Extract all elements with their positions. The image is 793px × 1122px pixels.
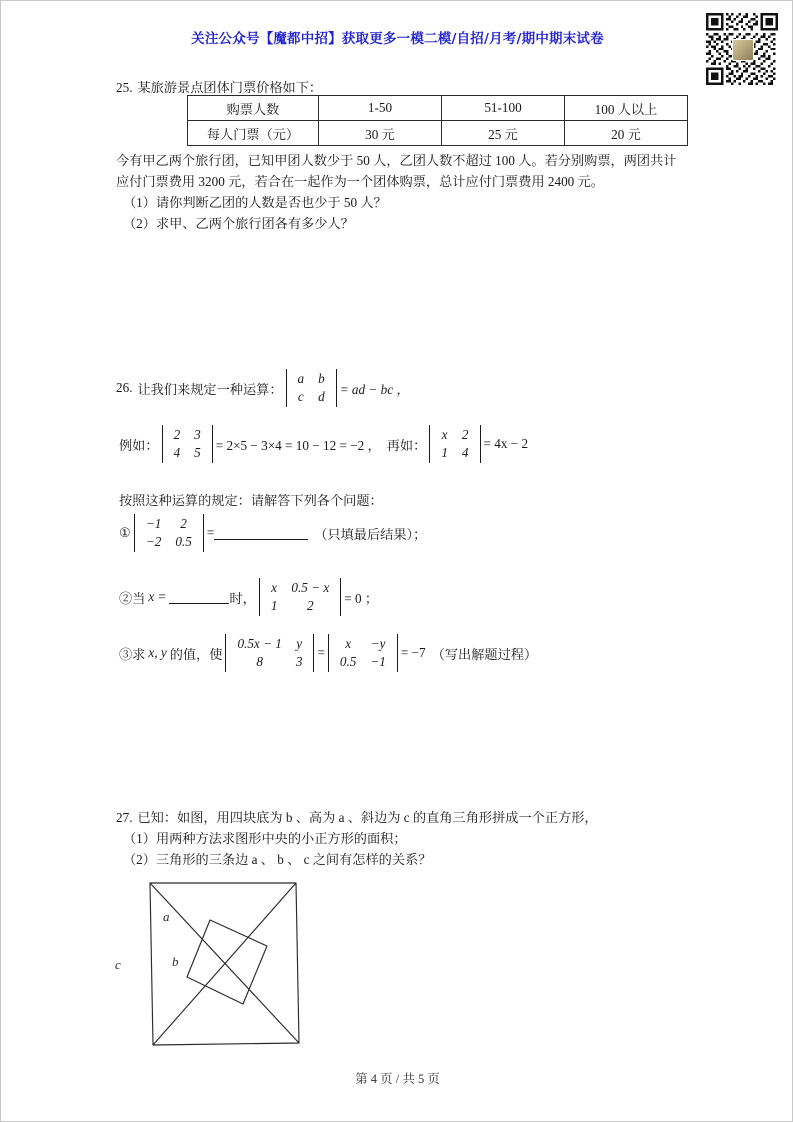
matrix-cell: 3 xyxy=(295,654,303,669)
table-cell: 30 元 xyxy=(319,121,442,146)
q25-body-line2: 应付门票费用 3200 元，若合在一起作为一个团体购票，总计应付门票费用 2400 元。 xyxy=(116,174,604,189)
q25-number: 25. xyxy=(116,80,133,95)
q25-body-line1: 今有甲乙两个旅行团，已知甲团人数少于 50 人，乙团人数不超过 100 人。若分别购票，两团共计 xyxy=(116,153,677,168)
table-row xyxy=(188,96,688,121)
q27-number: 27. xyxy=(116,810,133,825)
figure-label-c: c xyxy=(115,957,121,972)
qr-code-icon xyxy=(706,13,778,85)
table-row xyxy=(188,121,688,146)
promo-banner xyxy=(1,27,793,48)
q26-example-label: 例如： xyxy=(119,437,159,453)
table-cell: 100 人以上 xyxy=(565,96,688,121)
table-cell: 25 元 xyxy=(442,121,565,146)
q26-item3-determinant-right xyxy=(328,634,398,672)
matrix-cell: −1 xyxy=(370,654,386,669)
q26-example2-determinant xyxy=(429,425,480,463)
q26-item2-tail: = 0 ； xyxy=(344,590,379,606)
matrix-cell: 0.5 − x xyxy=(291,580,330,595)
q26-example-line xyxy=(119,425,528,463)
q27-stem xyxy=(116,807,716,828)
figure-label-a: a xyxy=(163,909,170,924)
q26-item3-equals: = xyxy=(317,645,325,660)
matrix-cell: −y xyxy=(370,636,386,651)
table-cell: 20 元 xyxy=(565,121,688,146)
q26-item1-determinant xyxy=(134,514,204,552)
matrix-cell: 4 xyxy=(461,445,469,460)
matrix-cell: 2 xyxy=(180,516,187,531)
matrix-cell: 8 xyxy=(256,654,263,669)
q26-item1 xyxy=(119,514,426,552)
q26-instruction: 按照这种运算的规定：请解答下列各个问题： xyxy=(119,493,383,508)
matrix-cell: 3 xyxy=(194,427,201,442)
q26-item3 xyxy=(119,634,537,672)
q27-stem-text: 已知：如图，用四块底为 b 、高为 a 、斜边为 c 的直角三角形拼成一个正方形， xyxy=(137,810,598,825)
q26-item3-note: （写出解题过程） xyxy=(431,646,538,662)
q26-item2 xyxy=(119,578,378,616)
q26-example-determinant xyxy=(162,425,213,463)
q26-item1-answer-blank[interactable] xyxy=(214,526,308,540)
q26-item3-marker: ③求 xyxy=(119,646,146,662)
q27-sub2: （2）三角形的三条边 a 、 b 、 c 之间有怎样的关系？ xyxy=(123,852,432,867)
q26-definition-result: = ad − bc ， xyxy=(339,381,410,397)
q25-sub2: （2）求甲、乙两个旅行团各有多少人？ xyxy=(123,216,354,231)
q26-example-result: = 2×5 − 3×4 = 10 − 12 = −2 ， xyxy=(215,437,381,453)
table-cell: 1-50 xyxy=(319,96,442,121)
q26-item2-determinant xyxy=(259,578,341,616)
q26-item2-variable: x = xyxy=(148,589,167,604)
qr-center-logo xyxy=(732,39,754,61)
q26-item2-answer-blank[interactable] xyxy=(169,590,229,604)
q26-stem xyxy=(116,369,410,407)
matrix-cell: 1 xyxy=(441,445,448,460)
figure-label-b: b xyxy=(172,954,179,969)
q26-item1-marker: ① xyxy=(119,525,131,540)
matrix-cell: x xyxy=(441,427,448,442)
q27-sub1: （1）用两种方法求图形中央的小正方形的面积； xyxy=(123,831,407,846)
matrix-cell: 4 xyxy=(173,445,181,460)
matrix-cell: d xyxy=(318,389,325,404)
q25-sub1: （1）请你判断乙团的人数是否也少于 50 人？ xyxy=(123,195,387,210)
matrix-cell: a xyxy=(297,371,305,386)
matrix-cell: 2 xyxy=(461,427,469,442)
table-cell: 购票人数 xyxy=(188,96,319,121)
q26-item1-note: （只填最后结果）； xyxy=(314,526,427,542)
q27-pythagoras-figure xyxy=(115,873,345,1065)
q26-example2-result: = 4x − 2 xyxy=(483,436,529,451)
matrix-cell: 1 xyxy=(270,598,278,613)
q26-item1-equals: = xyxy=(206,525,215,540)
matrix-cell: 2 xyxy=(173,427,181,442)
matrix-cell: x xyxy=(345,636,352,651)
matrix-cell: y xyxy=(296,636,303,651)
matrix-cell: 0.5x − 1 xyxy=(237,636,282,651)
q26-item3-vars: x, y xyxy=(148,645,167,660)
matrix-cell: 2 xyxy=(307,598,314,613)
matrix-cell: −1 xyxy=(145,516,162,531)
matrix-cell: c xyxy=(297,389,304,404)
matrix-cell: x xyxy=(271,580,278,595)
q26-number: 26. xyxy=(116,380,133,395)
q26-definition-determinant xyxy=(286,369,337,407)
q25-price-table xyxy=(187,95,688,146)
matrix-cell: 0.5 xyxy=(339,654,357,669)
q26-item3-determinant-left xyxy=(225,634,314,672)
q26-item3-tail: = −7 xyxy=(400,645,426,660)
q26-item2-mid: 时， xyxy=(229,590,256,606)
matrix-cell: −2 xyxy=(145,534,162,549)
q26-item2-marker: ②当 xyxy=(119,590,146,606)
table-cell: 每人门票（元） xyxy=(188,121,319,146)
matrix-cell: 0.5 xyxy=(175,534,192,549)
q25-stem-text: 某旅游景点团体门票价格如下： xyxy=(137,80,323,95)
q26-item3-text: 的值，使 xyxy=(169,646,223,662)
q26-example2-label: 再如： xyxy=(386,437,427,453)
matrix-cell: b xyxy=(318,371,325,386)
q26-stem-text: 让我们来规定一种运算： xyxy=(137,381,283,397)
table-cell: 51-100 xyxy=(442,96,565,121)
page-footer: 第 4 页 / 共 5 页 xyxy=(355,1072,440,1086)
promo-text: 关注公众号【魔都中招】获取更多一模二模/自招/月考/期中期末试卷 xyxy=(191,31,604,47)
matrix-cell: 5 xyxy=(194,445,201,460)
